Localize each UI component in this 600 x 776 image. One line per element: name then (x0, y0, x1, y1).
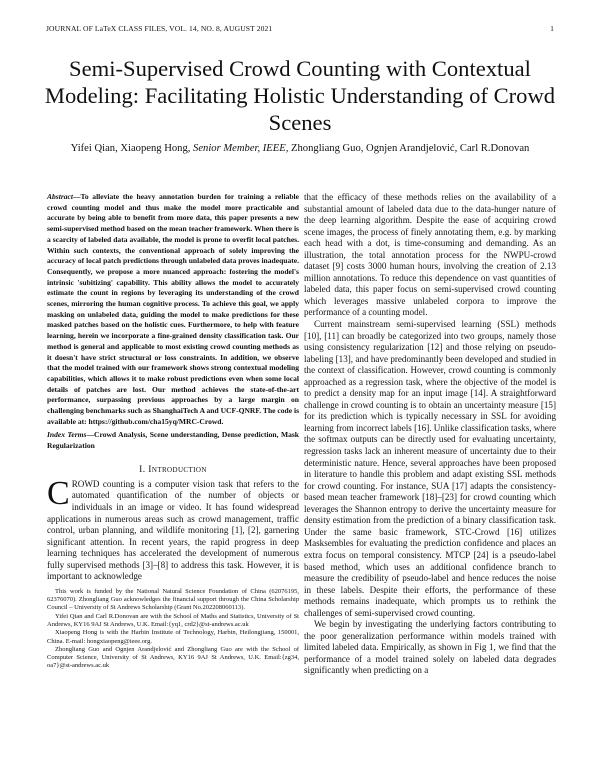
body-paragraph: Current mainstream semi-supervised learning (SSL) methods [10], [11] can broadly be categorized into two groups, namely those using consistency regularization [12] and those relying on pseudo-labeling [13], and have predominantly been developed and studied in the context of classification. However, crowd counting is commonly approached as a regression task, where the objective of the model is to predict a density map for an input image [14]. A straightforward challenge in crowd counting is to obtain an uncertainty measure [15] for its prediction which is typically necessary in SSL for avoiding learning from incorrect labels [16]. Unlike classification tasks, where the softmax outputs can be directly used for evaluating uncertainty, regression tasks lack an inherent measure of uncertainty due to their deterministic nature. Hence, several approaches have been proposed in literature to handle this problem and adapt existing SSL methods for crowd counting. For instance, SUA [17] adapts the consistency-based mean teacher framework [18]–[23] for crowd counting which leverages the Shannon entropy to derive the uncertainty measure for density estimation from the prediction of a binary classification task. Under the same basic framework, STC-Crowd [16] utilizes Masksembles for evaluating the prediction confidence and places an extra focus on temporal consistency. MTCP [24] is a pseudo-label based method, which uses an additional confidence branch to measure the credibility of pseudo-label and hence reduces the noise in these labels. Despite their efforts, the performance of these methods remains inadequate, which prompts us to rethink the challenges of semi-supervised crowd counting. (304, 319, 557, 618)
body-paragraph: that the efficacy of these methods relies on the availability of a substantial amount of labeled data due to the data-hunger nature of the deep learning algorithm. Despite the ease of acquiring crowd scene images, the process of finely annotating them, e.g. by marking each head with a dot, is time-consuming and demanding. As an illustration, the total annotation process for the NWPU-crowd dataset [9] costs 3000 human hours, involving the creation of 2.13 million annotations. To reduce this dependence on vast quantities of labeled data, this paper focus on semi-supervised crowd counting which leverages massive unlabeled corpora to improve the performance of a counting model. (304, 192, 556, 318)
intro-text: counting is a computer vision task that refers to the automated quantification of the number of objects or individuals in an image or video. It has found widespread applications in numerous areas such as crowd management, traffic control, urban planning, and wildlife monitoring [1], [2], garnering significant attention. In recent years, the rapid progress in deep learning techniques has accelerated the development of numerous fully supervised methods [3]–[8] to address this task. However, it is important to acknowledge (47, 478, 299, 582)
footnotes (47, 588, 299, 671)
journal-header: JOURNAL OF LaTeX CLASS FILES, VOL. 14, NO. 8, AUGUST 2021 (46, 24, 273, 33)
paper-title: Semi-Supervised Crowd Counting with Contextual Modeling: Facilitating Holistic Understanding of Crowd Scenes (44, 56, 556, 135)
footnote: Yifei Qian and Carl R.Donovan are with the School of Maths and Statistics, University of St Andrews, KY16 9AJ St Andrews, U.K. Email:{yq1, crd2}@st-andrews.ac.uk (47, 612, 299, 628)
author-role: Senior Member, IEEE, (193, 143, 289, 154)
running-header (46, 24, 554, 33)
abstract-label: Abstract (47, 192, 73, 201)
abstract (47, 192, 299, 427)
author-list (30, 143, 570, 154)
footnote: Xiaopeng Hong is with the Harbin Institute of Technology, Harbin, Heilongjiang, 150001, China. E-mail: hongxiaopeng@ieee.org. (47, 629, 299, 645)
authors-rest: Zhongliang Guo, Ognjen Arandjelović, Carl R.Donovan (291, 143, 530, 154)
drop-cap: C (47, 474, 70, 512)
left-column (47, 192, 299, 671)
footnote: This work is funded by the National Natural Science Foundation of China (62076195, 62376070). Zhongliang Guo acknowledges the financial support through the China Scholarship Council – University of St Andrews Scholarship (Grant No.202208060113). (47, 587, 299, 612)
abstract-text: —To alleviate the heavy annotation burden for training a reliable crowd counting model and thus make the model more practicable and accurate by being able to benefit from more data, this paper presents a new semi-supervised method based on the mean teacher framework. When there is a scarcity of labeled data available, the model is prone to overfit local patches. Within such contexts, the conventional approach of solely improving the accuracy of local patch predictions through unlabeled data proves inadequate. Consequently, we propose a more nuanced approach: fostering the model's intrinsic 'subitizing' capability. This ability allows the model to accurately estimate the count in regions by leveraging its understanding of the crowd scenes, mirroring the human cognitive process. To achieve this goal, we apply masking on unlabeled data, guiding the model to make predictions for these masked patches based on the holistic cues. Furthermore, to help with feature learning, herein we incorporate a fine-grained density classification task. Our method is general and applicable to most existing crowd counting methods as it doesn't have strict structural or loss constraints. In addition, we observe that the model trained with our framework shows strong contextual modeling capabilities, which allows it to make robust predictions even when some local details of patches are lost. Our method achieves the state-of-the-art performance, surpassing previous approaches by a large margin on challenging benchmarks such as ShanghaiTech A and UCF-QNRF. The code is available at: https://github.com/cha15yq/MRC-Crowd. (47, 192, 299, 426)
footnote: Zhongliang Guo and Ognjen Arandjelović and Zhongliang Guo are with the School of Computer Science, University of St Andrews, KY16 9AJ St Andrews, U.K. Email:{zg34, oa7}@st-andrews.ac.uk (47, 645, 299, 670)
body-paragraph: We begin by investigating the underlying factors contributing to the poor generalization performance within models trained with limited labeled data. Empirically, as shown in Fig 1, we find that the performance of a model trained solely on labeled data degrades significantly when predicting on a (304, 619, 556, 676)
section-title: Introduction (148, 464, 207, 475)
authors-first: Yifei Qian, Xiaopeng Hong, (70, 143, 191, 154)
right-column (304, 192, 556, 677)
intro-lead-word: ROWD (71, 478, 100, 489)
index-terms-text: —Crowd Analysis, Scene understanding, Dense prediction, Mask Regularization (47, 430, 299, 451)
index-terms (47, 430, 299, 451)
page-number: 1 (550, 24, 554, 33)
section-number: I. (139, 464, 146, 475)
index-terms-label: Index Terms (47, 430, 87, 440)
section-heading-introduction (47, 465, 299, 475)
intro-paragraph (47, 474, 299, 583)
